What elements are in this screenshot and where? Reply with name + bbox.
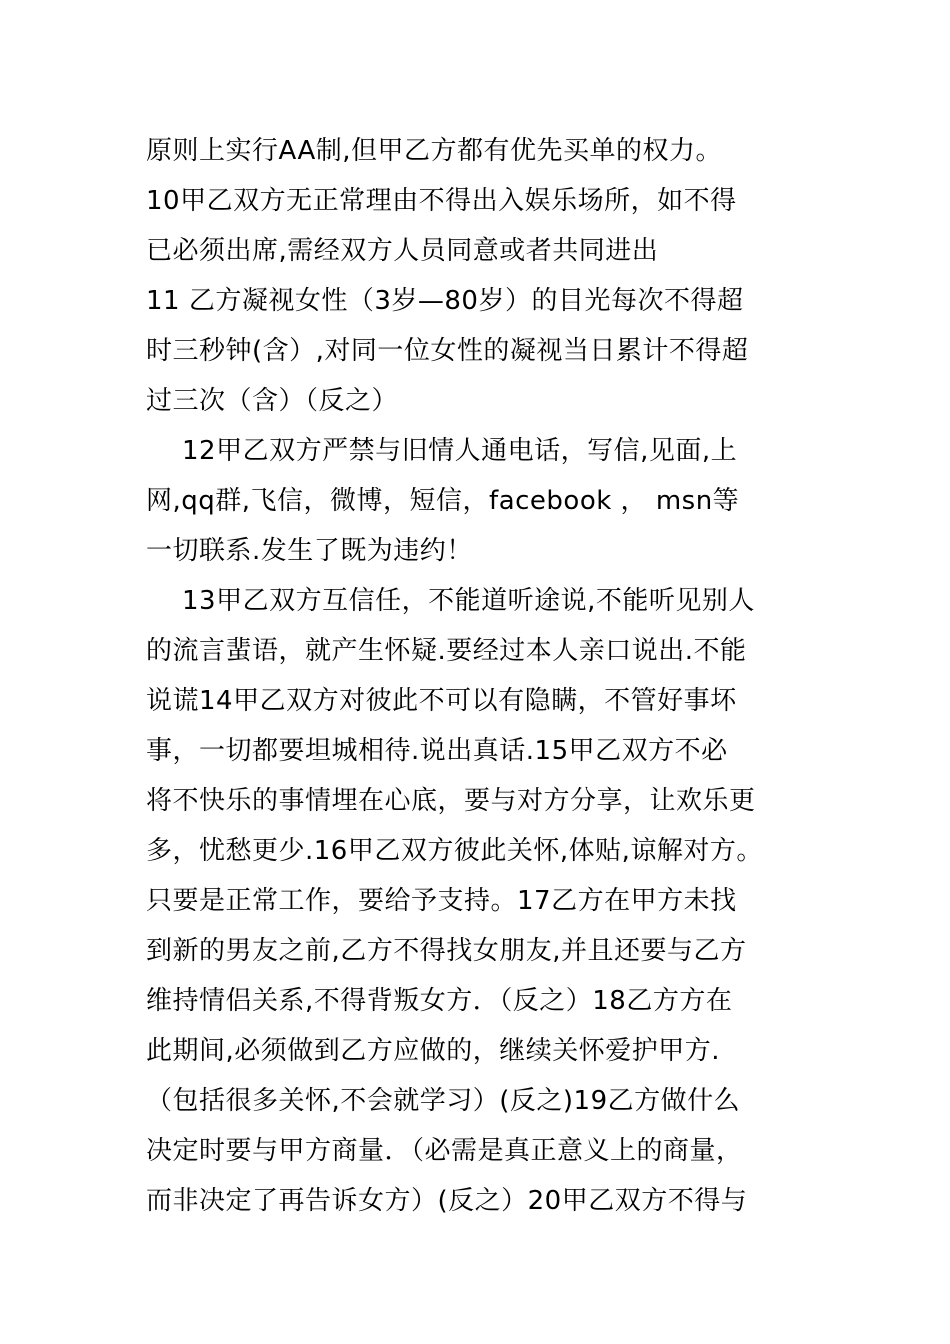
text-line: 已必须出席,需经双方人员同意或者共同进出 — [146, 236, 659, 266]
text-line: 而非决定了再告诉女方）(反之）20甲乙双方不得与 — [146, 1186, 748, 1216]
text-line: （包括很多关怀,不会就学习）(反之)19乙方做什么 — [146, 1086, 741, 1116]
text-line: 12甲乙双方严禁与旧情人通电话，写信,见面,上 — [182, 436, 738, 466]
text-line: 的流言蜚语，就产生怀疑.要经过本人亲口说出.不能 — [146, 636, 747, 666]
text-line: 事，一切都要坦城相待.说出真话.15甲乙双方不必 — [146, 736, 728, 766]
text-line: 到新的男友之前,乙方不得找女朋友,并且还要与乙方 — [146, 936, 747, 966]
text-line: 10甲乙双方无正常理由不得出入娱乐场所，如不得 — [146, 186, 737, 216]
text-line: 13甲乙双方互信任，不能道听途说,不能听见别人 — [182, 586, 755, 616]
text-line: 网,qq群,飞信，微博，短信，facebook ， msn等 — [146, 486, 740, 516]
text-line: 维持情侣关系,不得背叛女方．（反之）18乙方方在 — [146, 986, 733, 1016]
text-line: 将不快乐的事情埋在心底，要与对方分享，让欢乐更 — [146, 786, 756, 816]
text-line: 此期间,必须做到乙方应做的，继续关怀爱护甲方. — [146, 1036, 721, 1066]
text-line: 时三秒钟(含）,对同一位女性的凝视当日累计不得超 — [146, 336, 749, 366]
text-line: 说谎14甲乙双方对彼此不可以有隐瞒，不管好事坏 — [146, 686, 737, 716]
text-line: 决定时要与甲方商量．（必需是真正意义上的商量， — [146, 1136, 743, 1166]
document-body — [146, 126, 826, 1226]
text-line: 11 乙方凝视女性（3岁—80岁）的目光每次不得超 — [146, 286, 744, 316]
text-line: 原则上实行AA制,但甲乙方都有优先买单的权力。 — [146, 136, 723, 166]
text-line: 过三次（含）（反之） — [146, 386, 399, 416]
text-line: 一切联系.发生了既为违约！ — [146, 536, 473, 566]
text-line: 多，忧愁更少.16甲乙双方彼此关怀,体贴,谅解对方。 — [146, 836, 763, 866]
text-line: 只要是正常工作，要给予支持。17乙方在甲方未找 — [146, 886, 737, 916]
